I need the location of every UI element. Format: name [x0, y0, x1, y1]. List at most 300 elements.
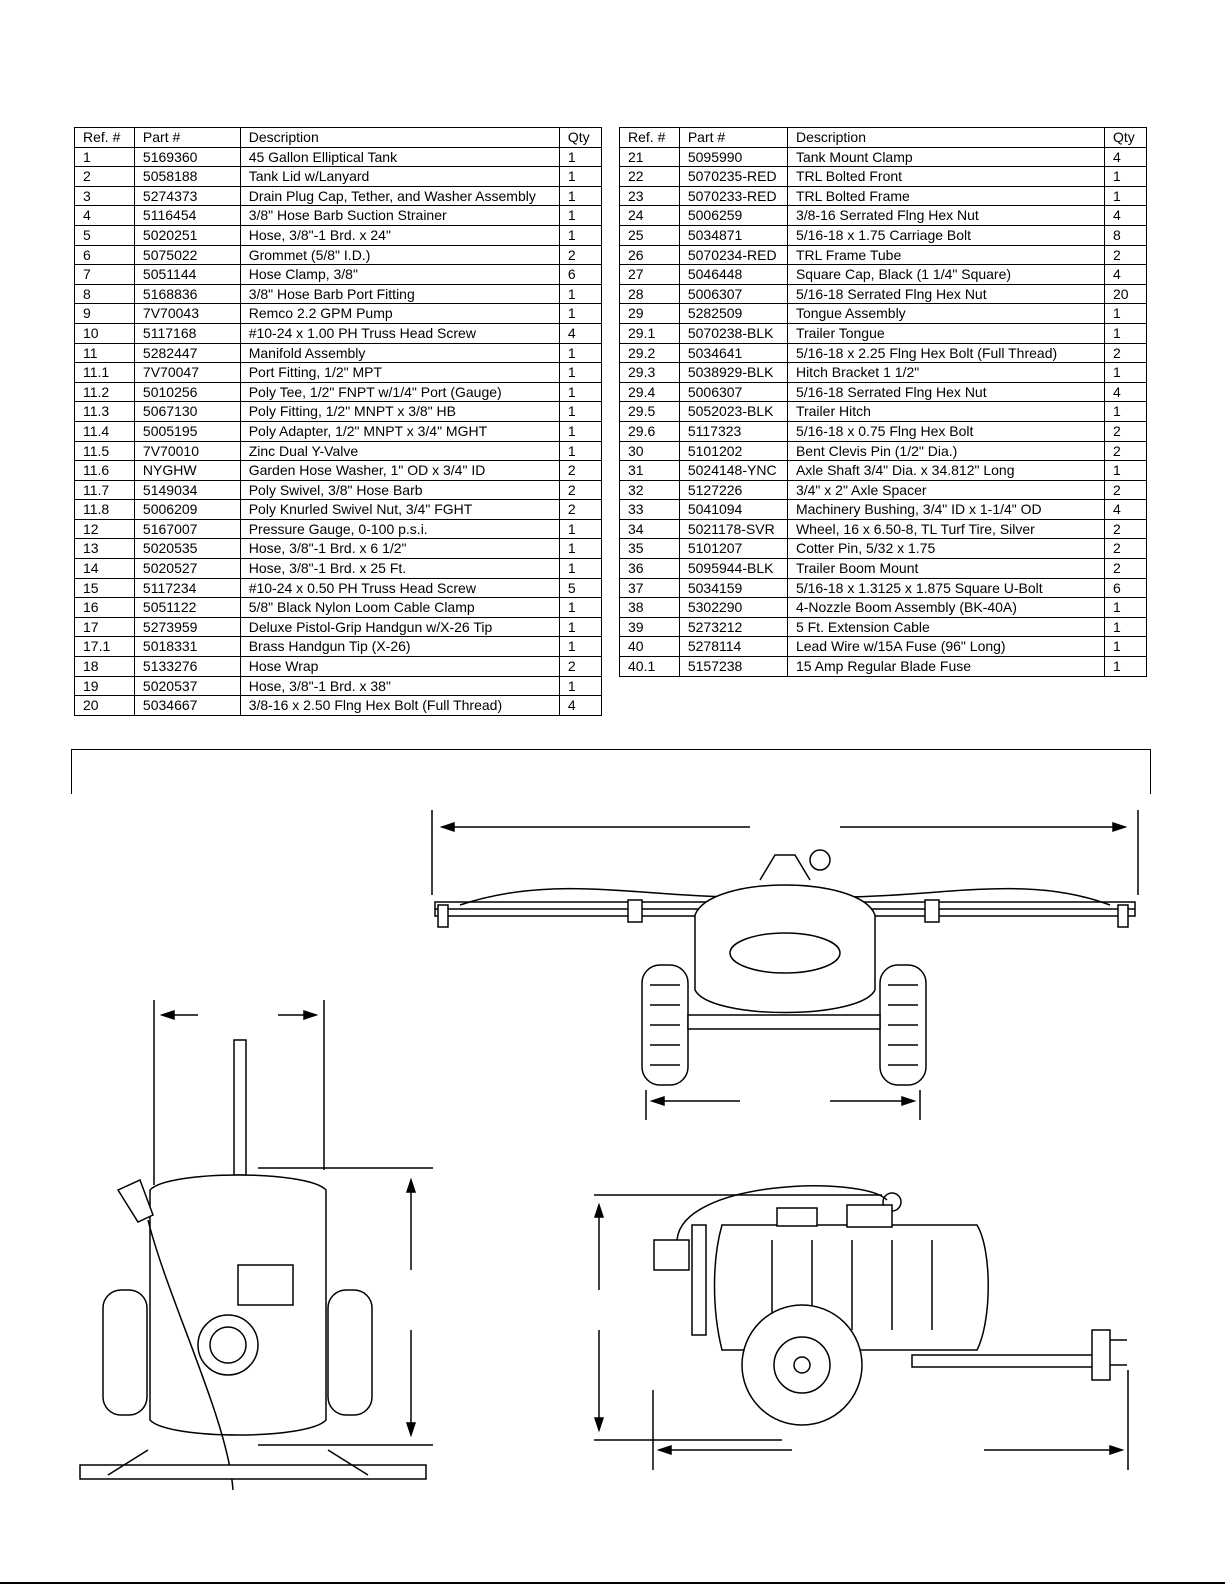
cell-qty: 1 [1104, 186, 1146, 206]
cell-ref: 13 [75, 539, 135, 559]
cell-qty: 1 [559, 598, 601, 618]
cell-qty: 1 [559, 186, 601, 206]
table-row [620, 147, 1147, 167]
table-row [620, 480, 1147, 500]
cell-description: Trailer Hitch [787, 402, 1104, 422]
cell-description: Drain Plug Cap, Tether, and Washer Assembly [240, 186, 559, 206]
cell-ref: 11.3 [75, 402, 135, 422]
column-header-ref: Ref. # [75, 128, 135, 148]
cell-part-number: 5117234 [134, 578, 240, 598]
cell-qty: 1 [559, 167, 601, 187]
cell-description: Bent Clevis Pin (1/2" Dia.) [787, 441, 1104, 461]
cell-part-number: 5273959 [134, 617, 240, 637]
cell-ref: 29 [620, 304, 680, 324]
cell-qty: 1 [1104, 167, 1146, 187]
column-header-qty: Qty [1104, 128, 1146, 148]
cell-part-number: 5168836 [134, 284, 240, 304]
table-row [620, 559, 1147, 579]
cell-ref: 11 [75, 343, 135, 363]
cell-qty: 2 [1104, 480, 1146, 500]
column-header-part: Part # [134, 128, 240, 148]
table-row [75, 461, 602, 481]
cell-qty: 2 [1104, 441, 1146, 461]
table-row [75, 245, 602, 265]
cell-ref: 18 [75, 657, 135, 677]
cell-qty: 1 [559, 402, 601, 422]
cell-ref: 29.6 [620, 421, 680, 441]
table-header-row [75, 128, 602, 148]
cell-part-number: 5038929-BLK [679, 363, 787, 383]
cell-part-number: 5274373 [134, 186, 240, 206]
cell-qty: 1 [1104, 657, 1146, 677]
cell-ref: 3 [75, 186, 135, 206]
cell-ref: 11.6 [75, 461, 135, 481]
table-row [620, 578, 1147, 598]
column-header-description: Description [240, 128, 559, 148]
cell-description: Poly Knurled Swivel Nut, 3/4" FGHT [240, 500, 559, 520]
cell-part-number: 5282447 [134, 343, 240, 363]
cell-qty: 4 [1104, 265, 1146, 285]
cell-part-number: 5034159 [679, 578, 787, 598]
column-header-description: Description [787, 128, 1104, 148]
cell-description: Tongue Assembly [787, 304, 1104, 324]
cell-qty: 5 [559, 578, 601, 598]
cell-description: Wheel, 16 x 6.50-8, TL Turf Tire, Silver [787, 519, 1104, 539]
column-header-qty: Qty [559, 128, 601, 148]
cell-ref: 30 [620, 441, 680, 461]
cell-ref: 16 [75, 598, 135, 618]
cell-description: 5/16-18 Serrated Flng Hex Nut [787, 284, 1104, 304]
cell-qty: 2 [1104, 421, 1146, 441]
cell-part-number: 5101207 [679, 539, 787, 559]
cell-ref: 27 [620, 265, 680, 285]
cell-ref: 8 [75, 284, 135, 304]
cell-qty: 6 [1104, 578, 1146, 598]
table-row [75, 578, 602, 598]
cell-qty: 1 [559, 363, 601, 383]
cell-qty: 1 [559, 225, 601, 245]
rear-view-drawing [78, 1000, 438, 1510]
cell-qty: 1 [1104, 598, 1146, 618]
cell-description: TRL Frame Tube [787, 245, 1104, 265]
cell-ref: 11.1 [75, 363, 135, 383]
side-view-drawing [592, 1180, 1152, 1480]
cell-qty: 2 [1104, 519, 1146, 539]
cell-part-number: 5052023-BLK [679, 402, 787, 422]
cell-part-number: 5127226 [679, 480, 787, 500]
cell-part-number: 5006307 [679, 284, 787, 304]
cell-description: Hose, 3/8"-1 Brd. x 6 1/2" [240, 539, 559, 559]
wheel [742, 1305, 862, 1425]
cell-description: Poly Tee, 1/2" FNPT w/1/4" Port (Gauge) [240, 382, 559, 402]
cell-part-number: 5020537 [134, 676, 240, 696]
table-row [620, 245, 1147, 265]
table-row [620, 284, 1147, 304]
cell-ref: 24 [620, 206, 680, 226]
cell-part-number: 5006209 [134, 500, 240, 520]
table-row [75, 363, 602, 383]
cell-ref: 11.7 [75, 480, 135, 500]
cell-ref: 17 [75, 617, 135, 637]
cell-qty: 1 [559, 206, 601, 226]
cell-qty: 2 [559, 461, 601, 481]
cell-part-number: 5095990 [679, 147, 787, 167]
cell-part-number: 7V70047 [134, 363, 240, 383]
table-row [75, 539, 602, 559]
cell-description: Hose, 3/8"-1 Brd. x 38" [240, 676, 559, 696]
table-row [75, 206, 602, 226]
cell-description: 5/16-18 x 1.75 Carriage Bolt [787, 225, 1104, 245]
cell-ref: 29.1 [620, 323, 680, 343]
cell-part-number: 5070238-BLK [679, 323, 787, 343]
cell-ref: 33 [620, 500, 680, 520]
cell-description: Trailer Tongue [787, 323, 1104, 343]
cell-ref: 29.2 [620, 343, 680, 363]
cell-qty: 4 [1104, 382, 1146, 402]
cell-description: 3/8-16 Serrated Flng Hex Nut [787, 206, 1104, 226]
cell-part-number: 5116454 [134, 206, 240, 226]
pump [238, 1265, 293, 1305]
boom-bar [80, 1465, 426, 1479]
cell-description: 5/16-18 Serrated Flng Hex Nut [787, 382, 1104, 402]
hitch [1092, 1330, 1110, 1380]
cell-part-number: 5117168 [134, 323, 240, 343]
cell-ref: 11.2 [75, 382, 135, 402]
table-row [620, 421, 1147, 441]
cell-description: Pressure Gauge, 0-100 p.s.i. [240, 519, 559, 539]
pump-icon [810, 850, 830, 870]
cell-qty: 1 [559, 539, 601, 559]
cell-part-number: 5070234-RED [679, 245, 787, 265]
cell-ref: 26 [620, 245, 680, 265]
cell-ref: 4 [75, 206, 135, 226]
table-row [75, 637, 602, 657]
table-row [75, 304, 602, 324]
cell-qty: 1 [559, 637, 601, 657]
front-view-drawing [430, 805, 1150, 1125]
wheel [328, 1290, 372, 1415]
cell-ref: 14 [75, 559, 135, 579]
cell-part-number: 5020251 [134, 225, 240, 245]
table-row [620, 657, 1147, 677]
cell-ref: 37 [620, 578, 680, 598]
cell-qty: 4 [559, 696, 601, 716]
cell-part-number: 5117323 [679, 421, 787, 441]
cell-part-number: 5095944-BLK [679, 559, 787, 579]
cell-description: Poly Swivel, 3/8" Hose Barb [240, 480, 559, 500]
cell-qty: 1 [559, 284, 601, 304]
table-row [75, 441, 602, 461]
column-header-ref: Ref. # [620, 128, 680, 148]
cell-part-number: 5034871 [679, 225, 787, 245]
cell-description: Hose Wrap [240, 657, 559, 677]
handgun [118, 1180, 153, 1222]
table-row [620, 617, 1147, 637]
cell-part-number: 5006307 [679, 382, 787, 402]
table-row [75, 323, 602, 343]
cell-description: Hose, 3/8"-1 Brd. x 25 Ft. [240, 559, 559, 579]
cell-ref: 19 [75, 676, 135, 696]
cell-qty: 1 [559, 519, 601, 539]
cell-description: #10-24 x 1.00 PH Truss Head Screw [240, 323, 559, 343]
cell-description: Trailer Boom Mount [787, 559, 1104, 579]
lid [760, 855, 810, 880]
table-row [620, 323, 1147, 343]
cell-part-number: 7V70043 [134, 304, 240, 324]
cell-description: Poly Fitting, 1/2" MNPT x 3/8" HB [240, 402, 559, 422]
cell-description: Tank Lid w/Lanyard [240, 167, 559, 187]
table-row [75, 167, 602, 187]
cell-qty: 4 [1104, 147, 1146, 167]
table-row [620, 343, 1147, 363]
cell-qty: 1 [1104, 461, 1146, 481]
cell-description: Port Fitting, 1/2" MPT [240, 363, 559, 383]
nozzle [654, 1240, 689, 1270]
cell-qty: 2 [559, 657, 601, 677]
cell-ref: 7 [75, 265, 135, 285]
cell-description: 45 Gallon Elliptical Tank [240, 147, 559, 167]
boom-mount [692, 1225, 706, 1335]
cell-qty: 1 [559, 441, 601, 461]
tank-outline [695, 885, 875, 1013]
cell-ref: 5 [75, 225, 135, 245]
parts-table-right-body [620, 147, 1147, 676]
cell-part-number: 5157238 [679, 657, 787, 677]
table-header-row [620, 128, 1147, 148]
table-row [75, 265, 602, 285]
table-row [75, 559, 602, 579]
cell-qty: 2 [1104, 245, 1146, 265]
cell-description: #10-24 x 0.50 PH Truss Head Screw [240, 578, 559, 598]
cell-qty: 1 [1104, 617, 1146, 637]
cell-part-number: 7V70010 [134, 441, 240, 461]
cell-ref: 6 [75, 245, 135, 265]
table-row [620, 500, 1147, 520]
table-row [620, 363, 1147, 383]
cell-ref: 23 [620, 186, 680, 206]
pump [847, 1205, 892, 1227]
cell-part-number: 5282509 [679, 304, 787, 324]
cell-qty: 1 [1104, 323, 1146, 343]
cell-description: 5/16-18 x 1.3125 x 1.875 Square U-Bolt [787, 578, 1104, 598]
cell-part-number: 5133276 [134, 657, 240, 677]
cell-qty: 8 [1104, 225, 1146, 245]
tongue-post [234, 1040, 246, 1175]
cell-part-number: 5041094 [679, 500, 787, 520]
cell-ref: 29.5 [620, 402, 680, 422]
cell-description: Hose Clamp, 3/8" [240, 265, 559, 285]
cell-description: Manifold Assembly [240, 343, 559, 363]
footer-rule [0, 1582, 1225, 1584]
table-row [620, 304, 1147, 324]
cell-part-number: 5278114 [679, 637, 787, 657]
cell-part-number: 5058188 [134, 167, 240, 187]
cell-ref: 17.1 [75, 637, 135, 657]
cell-part-number: 5070235-RED [679, 167, 787, 187]
cell-qty: 2 [559, 500, 601, 520]
cell-description: Remco 2.2 GPM Pump [240, 304, 559, 324]
parts-table-left [74, 127, 602, 716]
table-row [620, 637, 1147, 657]
cell-ref: 40.1 [620, 657, 680, 677]
cell-qty: 1 [559, 559, 601, 579]
cell-ref: 28 [620, 284, 680, 304]
cell-description: 4-Nozzle Boom Assembly (BK-40A) [787, 598, 1104, 618]
cell-qty: 1 [1104, 637, 1146, 657]
cell-qty: 1 [1104, 402, 1146, 422]
cell-qty: 2 [559, 480, 601, 500]
cell-description: Square Cap, Black (1 1/4" Square) [787, 265, 1104, 285]
cell-part-number: 5034667 [134, 696, 240, 716]
table-row [75, 657, 602, 677]
cell-description: Zinc Dual Y-Valve [240, 441, 559, 461]
cell-description: Poly Adapter, 1/2" MNPT x 3/4" MGHT [240, 421, 559, 441]
table-row [620, 186, 1147, 206]
cell-part-number: 5006259 [679, 206, 787, 226]
cell-ref: 25 [620, 225, 680, 245]
cell-ref: 32 [620, 480, 680, 500]
cell-part-number: 5005195 [134, 421, 240, 441]
cell-ref: 40 [620, 637, 680, 657]
cell-ref: 1 [75, 147, 135, 167]
cell-ref: 11.5 [75, 441, 135, 461]
cell-ref: 34 [620, 519, 680, 539]
table-row [75, 225, 602, 245]
cell-part-number: 5010256 [134, 382, 240, 402]
table-row [620, 265, 1147, 285]
table-row [620, 402, 1147, 422]
table-row [75, 598, 602, 618]
cell-part-number: 5273212 [679, 617, 787, 637]
cell-description: Hose, 3/8"-1 Brd. x 24" [240, 225, 559, 245]
table-row [620, 382, 1147, 402]
cell-description: Hitch Bracket 1 1/2" [787, 363, 1104, 383]
table-row [75, 676, 602, 696]
cell-ref: 10 [75, 323, 135, 343]
lid [777, 1208, 817, 1226]
cell-ref: 12 [75, 519, 135, 539]
cell-ref: 29.3 [620, 363, 680, 383]
cell-description: Garden Hose Washer, 1" OD x 3/4" ID [240, 461, 559, 481]
table-row [620, 461, 1147, 481]
cell-qty: 2 [1104, 559, 1146, 579]
table-row [620, 539, 1147, 559]
cell-description: Lead Wire w/15A Fuse (96" Long) [787, 637, 1104, 657]
table-row [620, 225, 1147, 245]
cell-part-number: NYGHW [134, 461, 240, 481]
table-row [75, 696, 602, 716]
dimensions-section-header [71, 749, 1151, 794]
table-row [75, 382, 602, 402]
cell-qty: 20 [1104, 284, 1146, 304]
cell-part-number: 5020535 [134, 539, 240, 559]
cell-ref: 39 [620, 617, 680, 637]
table-row [75, 284, 602, 304]
cell-qty: 1 [1104, 363, 1146, 383]
parts-table-right [619, 127, 1147, 677]
cell-description: 3/8-16 x 2.50 Flng Hex Bolt (Full Thread) [240, 696, 559, 716]
cell-part-number: 5067130 [134, 402, 240, 422]
cell-description: 3/4" x 2" Axle Spacer [787, 480, 1104, 500]
column-header-part: Part # [679, 128, 787, 148]
wheel [103, 1290, 147, 1415]
cell-qty: 1 [559, 617, 601, 637]
cell-qty: 6 [559, 265, 601, 285]
table-row [620, 441, 1147, 461]
table-row [75, 343, 602, 363]
cell-ref: 35 [620, 539, 680, 559]
parts-table-left-body [75, 147, 602, 715]
cell-description: Grommet (5/8" I.D.) [240, 245, 559, 265]
cell-description: TRL Bolted Frame [787, 186, 1104, 206]
table-row [75, 421, 602, 441]
cell-part-number: 5020527 [134, 559, 240, 579]
table-row [75, 519, 602, 539]
cell-ref: 31 [620, 461, 680, 481]
table-row [620, 598, 1147, 618]
table-row [620, 519, 1147, 539]
cell-description: Cotter Pin, 5/32 x 1.75 [787, 539, 1104, 559]
cell-qty: 1 [1104, 304, 1146, 324]
cell-qty: 2 [1104, 539, 1146, 559]
cell-description: Axle Shaft 3/4" Dia. x 34.812" Long [787, 461, 1104, 481]
cell-description: 5/8" Black Nylon Loom Cable Clamp [240, 598, 559, 618]
cell-qty: 2 [559, 245, 601, 265]
trailer-tongue [912, 1355, 1097, 1367]
cell-description: 3/8" Hose Barb Port Fitting [240, 284, 559, 304]
cell-qty: 4 [559, 323, 601, 343]
cell-qty: 1 [559, 421, 601, 441]
cell-ref: 9 [75, 304, 135, 324]
cell-qty: 2 [1104, 343, 1146, 363]
table-row [75, 480, 602, 500]
cell-qty: 1 [559, 304, 601, 324]
table-row [620, 167, 1147, 187]
cell-description: Machinery Bushing, 3/4" ID x 1-1/4" OD [787, 500, 1104, 520]
cell-description: Deluxe Pistol-Grip Handgun w/X-26 Tip [240, 617, 559, 637]
cell-part-number: 5018331 [134, 637, 240, 657]
cell-part-number: 5070233-RED [679, 186, 787, 206]
table-row [75, 147, 602, 167]
cell-ref: 38 [620, 598, 680, 618]
cell-description: 15 Amp Regular Blade Fuse [787, 657, 1104, 677]
table-row [75, 500, 602, 520]
cell-part-number: 5021178-SVR [679, 519, 787, 539]
cell-ref: 11.4 [75, 421, 135, 441]
cell-ref: 36 [620, 559, 680, 579]
cell-part-number: 5149034 [134, 480, 240, 500]
cell-ref: 29.4 [620, 382, 680, 402]
cell-part-number: 5169360 [134, 147, 240, 167]
cell-qty: 4 [1104, 500, 1146, 520]
cell-part-number: 5024148-YNC [679, 461, 787, 481]
cell-part-number: 5302290 [679, 598, 787, 618]
cell-description: 3/8" Hose Barb Suction Strainer [240, 206, 559, 226]
table-row [75, 617, 602, 637]
cell-ref: 20 [75, 696, 135, 716]
cell-part-number: 5034641 [679, 343, 787, 363]
cell-qty: 1 [559, 147, 601, 167]
cell-ref: 21 [620, 147, 680, 167]
cell-part-number: 5075022 [134, 245, 240, 265]
cell-part-number: 5167007 [134, 519, 240, 539]
cell-description: 5/16-18 x 0.75 Flng Hex Bolt [787, 421, 1104, 441]
cell-description: 5 Ft. Extension Cable [787, 617, 1104, 637]
cell-ref: 15 [75, 578, 135, 598]
cell-part-number: 5101202 [679, 441, 787, 461]
cell-qty: 1 [559, 343, 601, 363]
cell-description: TRL Bolted Front [787, 167, 1104, 187]
